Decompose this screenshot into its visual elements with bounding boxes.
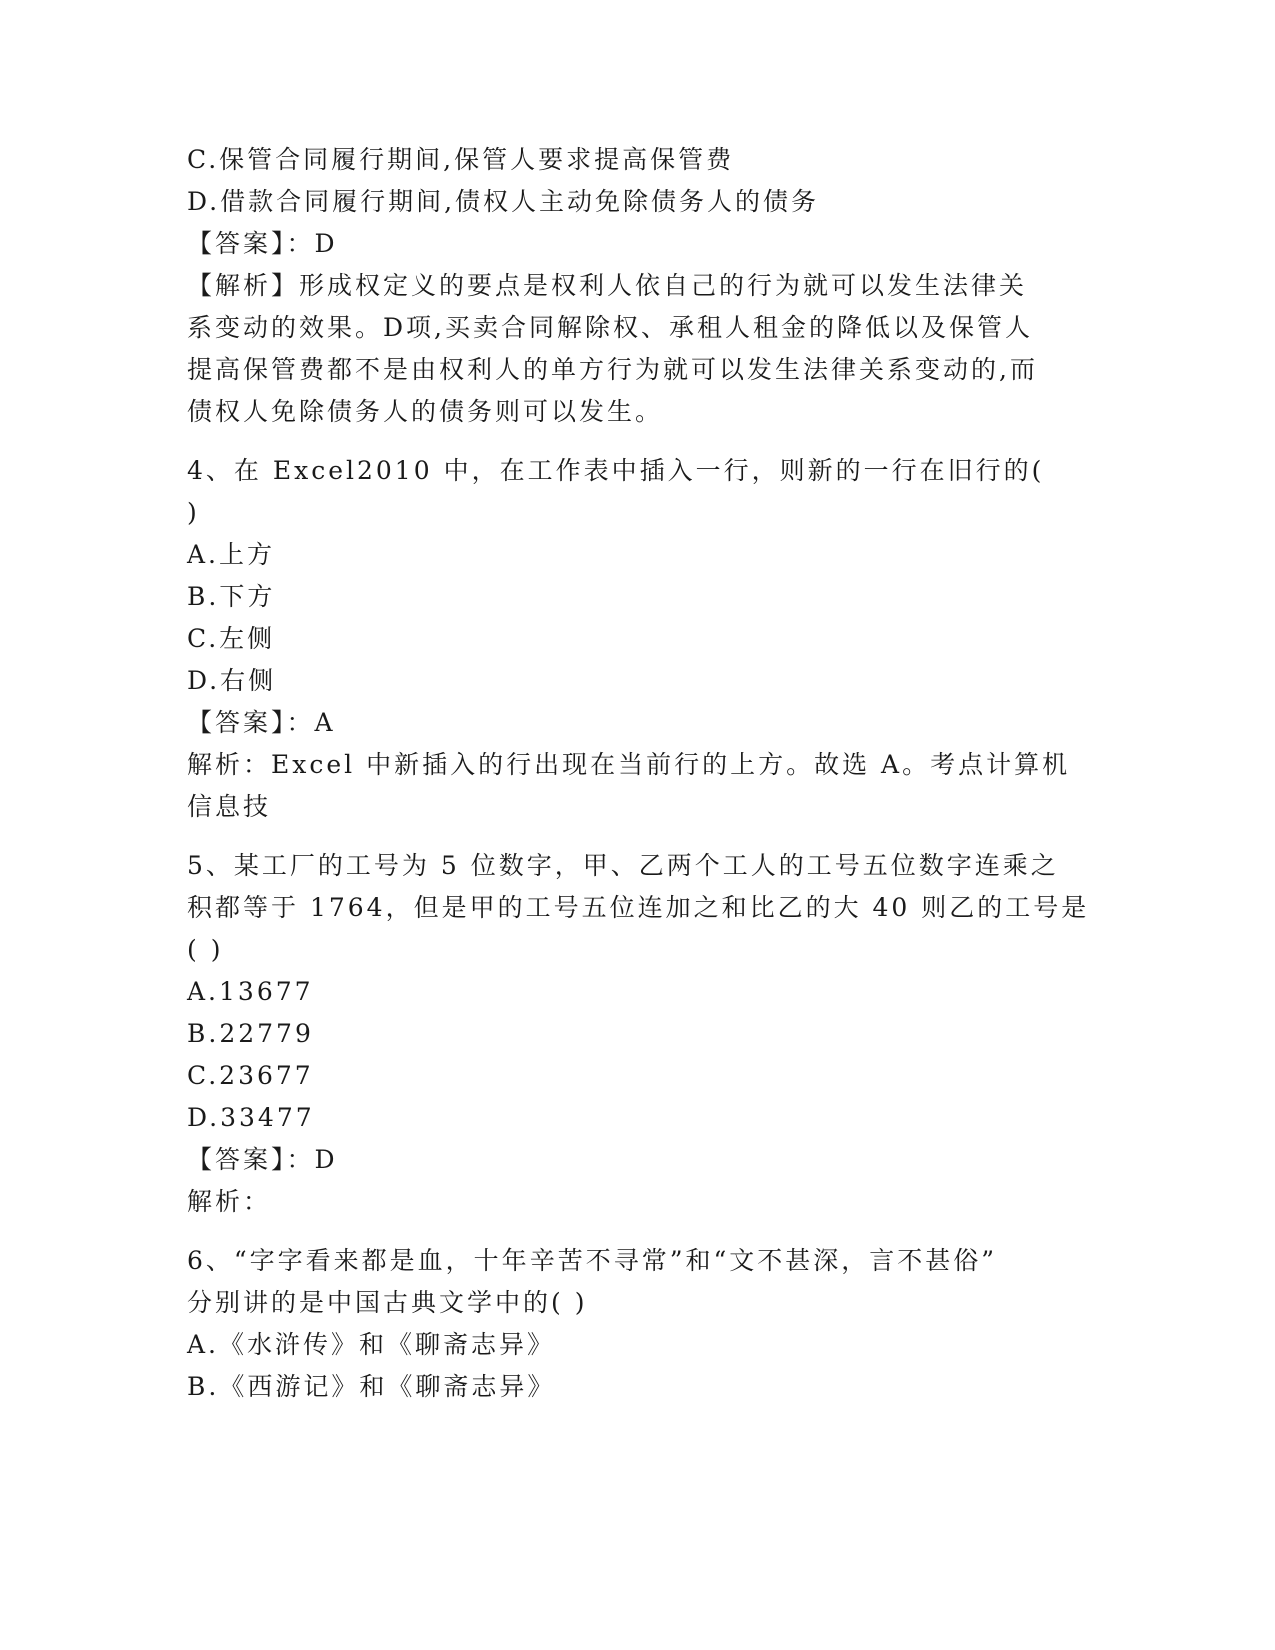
q4-option-c: C.左侧 xyxy=(187,624,276,653)
q3-analysis-line: 系变动的效果。D项,买卖合同解除权、承租人租金的降低以及保管人 xyxy=(187,313,1033,342)
q5-stem-line: 5、某工厂的工号为 5 位数字，甲、乙两个工人的工号五位数字连乘之 xyxy=(187,851,1059,880)
q5-answer: 【答案】：D xyxy=(187,1145,338,1174)
q3-option-c: C.保管合同履行期间,保管人要求提高保管费 xyxy=(187,145,735,174)
q5-stem-line: ( ) xyxy=(187,935,224,964)
q6-stem-line: 分别讲的是中国古典文学中的( ) xyxy=(187,1288,588,1317)
q5-stem-line: 积都等于 1764，但是甲的工号五位连加之和比乙的大 40 则乙的工号是 xyxy=(187,893,1090,922)
q3-option-d: D.借款合同履行期间,债权人主动免除债务人的债务 xyxy=(187,187,820,216)
q4-stem-line: 4、在 Excel2010 中，在工作表中插入一行，则新的一行在旧行的( xyxy=(187,456,1045,485)
q3-analysis-line: 【解析】形成权定义的要点是权利人依自己的行为就可以发生法律关 xyxy=(187,271,1028,300)
q4-option-d: D.右侧 xyxy=(187,666,277,695)
q4-answer: 【答案】：A xyxy=(187,708,336,737)
q4-analysis-line: 信息技 xyxy=(187,792,272,821)
q6-option-a: A.《水浒传》和《聊斋志异》 xyxy=(187,1330,556,1359)
q5-analysis-line: 解析： xyxy=(187,1187,272,1216)
q5-option-d: D.33477 xyxy=(187,1103,315,1132)
q5-option-a: A.13677 xyxy=(187,977,314,1006)
q3-analysis-line: 提高保管费都不是由权利人的单方行为就可以发生法律关系变动的,而 xyxy=(187,355,1038,384)
q6-option-b: B.《西游记》和《聊斋志异》 xyxy=(187,1372,556,1401)
q4-analysis-line: 解析：Excel 中新插入的行出现在当前行的上方。故选 A。考点计算机 xyxy=(187,750,1071,779)
q5-option-c: C.23677 xyxy=(187,1061,314,1090)
q3-answer: 【答案】：D xyxy=(187,229,338,258)
q5-option-b: B.22779 xyxy=(187,1019,314,1048)
q6-stem-line: 6、“字字看来都是血，十年辛苦不寻常”和“文不甚深，言不甚俗” xyxy=(187,1246,998,1275)
q4-option-b: B.下方 xyxy=(187,582,276,611)
q4-option-a: A.上方 xyxy=(187,540,276,569)
q4-stem-line: ) xyxy=(187,498,200,527)
q3-analysis-line: 债权人免除债务人的债务则可以发生。 xyxy=(187,397,664,426)
